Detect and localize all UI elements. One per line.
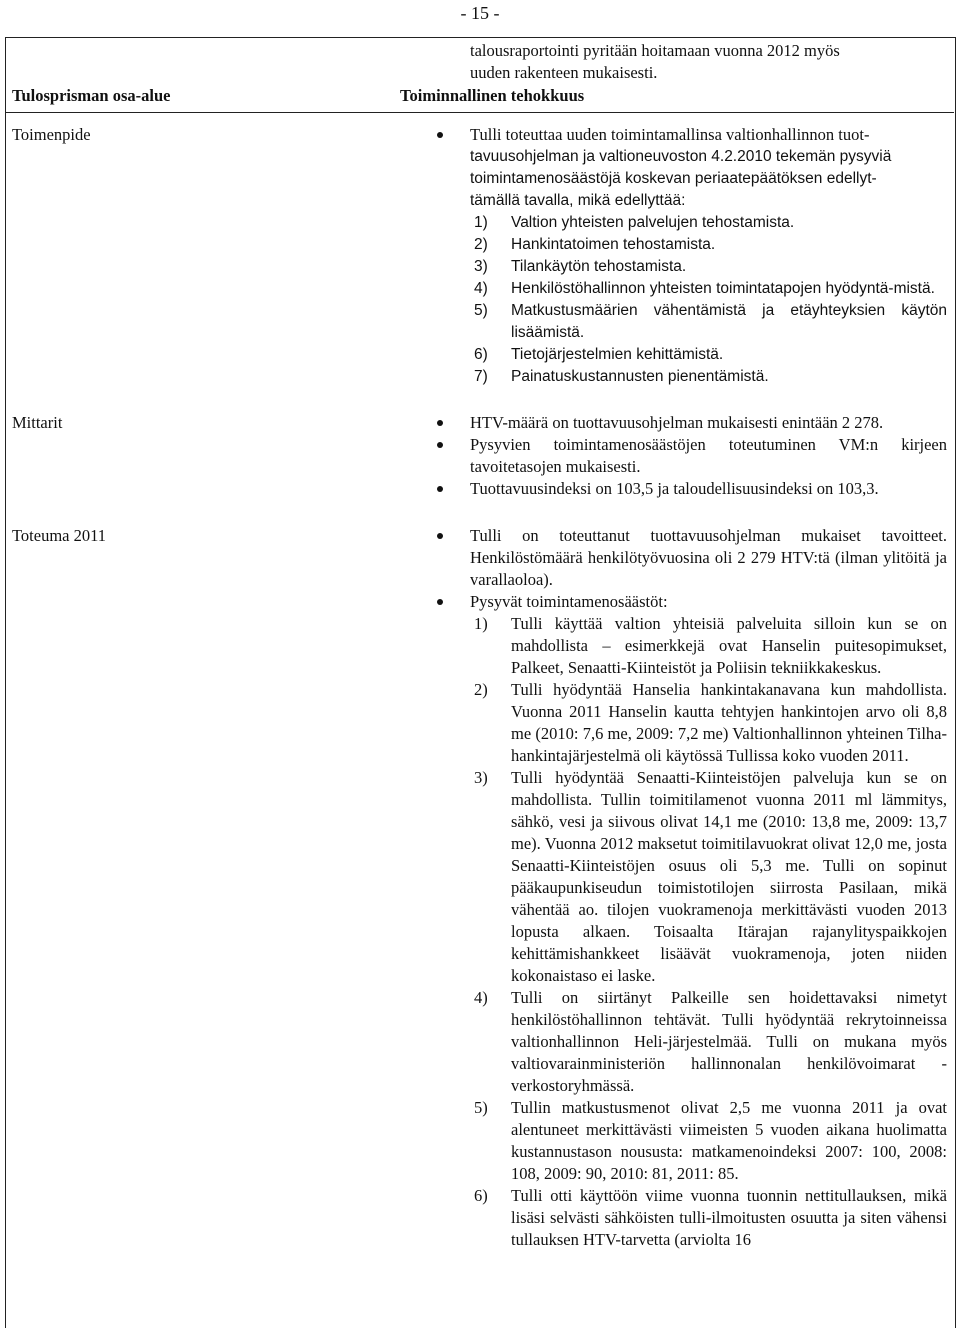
list-item: 3) Tilankäytön tehostamista. bbox=[474, 258, 687, 275]
toimenpide-content bbox=[470, 124, 947, 388]
mittari-item: Pysyvien toimintamenosäästöjen toteutuminen VM:n kirjeen tavoitetasojen mukaisesti. bbox=[470, 434, 947, 478]
bullet-icon bbox=[437, 420, 443, 426]
list-item: 5) Matkustusmäärien vähentämistä ja etäyhteyksien käytön lisäämistä. bbox=[474, 302, 947, 341]
list-item: 4) Tulli on siirtänyt Palkeille sen hoidettavaksi nimetyt henkilöstöhallinnon tehtävät. Tulli hyödyntää rekrytoinneissa valtionhallinnon Heli-järjestelmää. Tulli on mukana myös valtiovarainministeriön hallinnonalan henkilövoimarat -verkostoryhmässä. bbox=[474, 988, 947, 1095]
row-label-toimenpide: Toimenpide bbox=[12, 125, 91, 144]
list-item: 6) Tulli otti käyttöön viime vuonna tuonnin nettitullauksen, mikä lisäsi selvästi sähköisten tulli-ilmoitusten osuutta ja siten vähensi tullauksen HTV-tarvetta (arviolta 16 bbox=[474, 1186, 947, 1249]
toimenpide-intro bbox=[470, 124, 947, 212]
list-item: 2) Tulli hyödyntää Hanselia hankintakanavana kun mahdollista. Vuonna 2011 Hanselin kautta tehtyjen hankintojen arvo oli 8,8 me (2010: 7,6 me, 2009: 7,2 me) Valtionhallinnon yhteinen Tilha-hankintajärjestelmä oli käytössä Tullissa koko vuoden 2011. bbox=[474, 680, 947, 765]
header-text-line: talousraportointi pyritään hoitamaan vuonna 2012 myös bbox=[470, 41, 840, 60]
toteuma-content bbox=[470, 525, 947, 1251]
header-text-line: uuden rakenteen mukaisesti. bbox=[470, 63, 658, 82]
list-item: 6) Tietojärjestelmien kehittämistä. bbox=[474, 346, 724, 363]
intro-line: Tulli toteuttaa uuden toimintamallinsa valtionhallinnon tuot- bbox=[470, 125, 870, 144]
bullet-icon bbox=[437, 486, 443, 492]
intro-line: tavuusohjelman ja valtioneuvoston 4.2.2010 tekemän pysyviä bbox=[470, 148, 892, 165]
toteuma-item: Tulli on toteuttanut tuottavuusohjelman mukaiset tavoitteet. Henkilöstömäärä henkilötyövuosina oli 2 279 HTV:tä (ilman ylitöitä ja varallaoloa). bbox=[470, 525, 947, 591]
list-item: 3) Tulli hyödyntää Senaatti-Kiinteistöjen palveluja kun se on mahdollista. Tullin toimitilamenot vuonna 2011 ml lämmitys, sähkö, vesi ja siivous olivat 14,1 me (2010: 13,8 me, 2009: 13,7 me). Vuonna 2012 maksetut toimitilavuokrat olivat 12,0 me, josta Senaatti-Kiinteistöjen osuus oli 5,3 me. Tulli on sopinut pääkaupunkiseudun toimistotilojen siirrosta Pasilaan, mikä vähentää ao. tilojen vuokramenoja merkittävästi vuoden 2013 lopusta alkaen. Toisaalta Itärajan rajanylityspaikkojen kehittämishankkeet lisäävät vuokramenoja, joten niiden kokonaistaso ei laske. bbox=[474, 768, 947, 985]
mittari-item: Tuottavuusindeksi on 103,5 ja taloudellisuusindeksi on 103,3. bbox=[470, 478, 947, 500]
bullet-icon bbox=[437, 132, 443, 138]
list-item: 1) Tulli käyttää valtion yhteisiä palveluita silloin kun se on mahdollista – esimerkkejä ovat Hanselin puitesopimukset, Palkeet, Senaatti-Kiinteistöt ja Poliisin tekniikkakeskus. bbox=[474, 614, 947, 677]
intro-line: toimintamenosäästöjä koskevan periaatepäätöksen edellyt- bbox=[470, 170, 877, 187]
list-item: 5) Tullin matkustusmenot olivat 2,5 me vuonna 2011 ja ovat alentuneet merkittävästi viimeisten 5 vuoden aikana huolimatta kustannustason noususta: matkamenoindeksi 2007: 100, 2008: 108, 2009: 90, 2010: 81, 2011: 85. bbox=[474, 1098, 947, 1183]
header-label-tehokkuus: Toiminnallinen tehokkuus bbox=[400, 86, 585, 105]
list-item: 1) Valtion yhteisten palvelujen tehostamista. bbox=[474, 214, 795, 231]
list-item: 7) Painatuskustannusten pienentämistä. bbox=[474, 368, 769, 385]
mittari-item: HTV-määrä on tuottavuusohjelman mukaisesti enintään 2 278. bbox=[470, 412, 947, 434]
bullet-icon bbox=[437, 442, 443, 448]
mittarit-content bbox=[470, 412, 947, 500]
bullet-icon bbox=[437, 599, 443, 605]
header-continuation-text bbox=[470, 40, 940, 84]
toteuma-item: Pysyvät toimintamenosäästöt: bbox=[470, 591, 947, 613]
list-item: 2) Hankintatoimen tehostamista. bbox=[474, 236, 716, 253]
list-item: 4) Henkilöstöhallinnon yhteisten toimintatapojen hyödyntä-mistä. bbox=[474, 280, 935, 297]
page-number: - 15 - bbox=[460, 3, 500, 23]
intro-line: tämällä tavalla, mikä edellyttää: bbox=[470, 192, 686, 209]
row-label-mittarit: Mittarit bbox=[12, 413, 63, 432]
header-label-osa-alue: Tulosprisman osa-alue bbox=[12, 86, 171, 105]
bullet-icon bbox=[437, 533, 443, 539]
row-label-toteuma: Toteuma 2011 bbox=[12, 526, 107, 545]
